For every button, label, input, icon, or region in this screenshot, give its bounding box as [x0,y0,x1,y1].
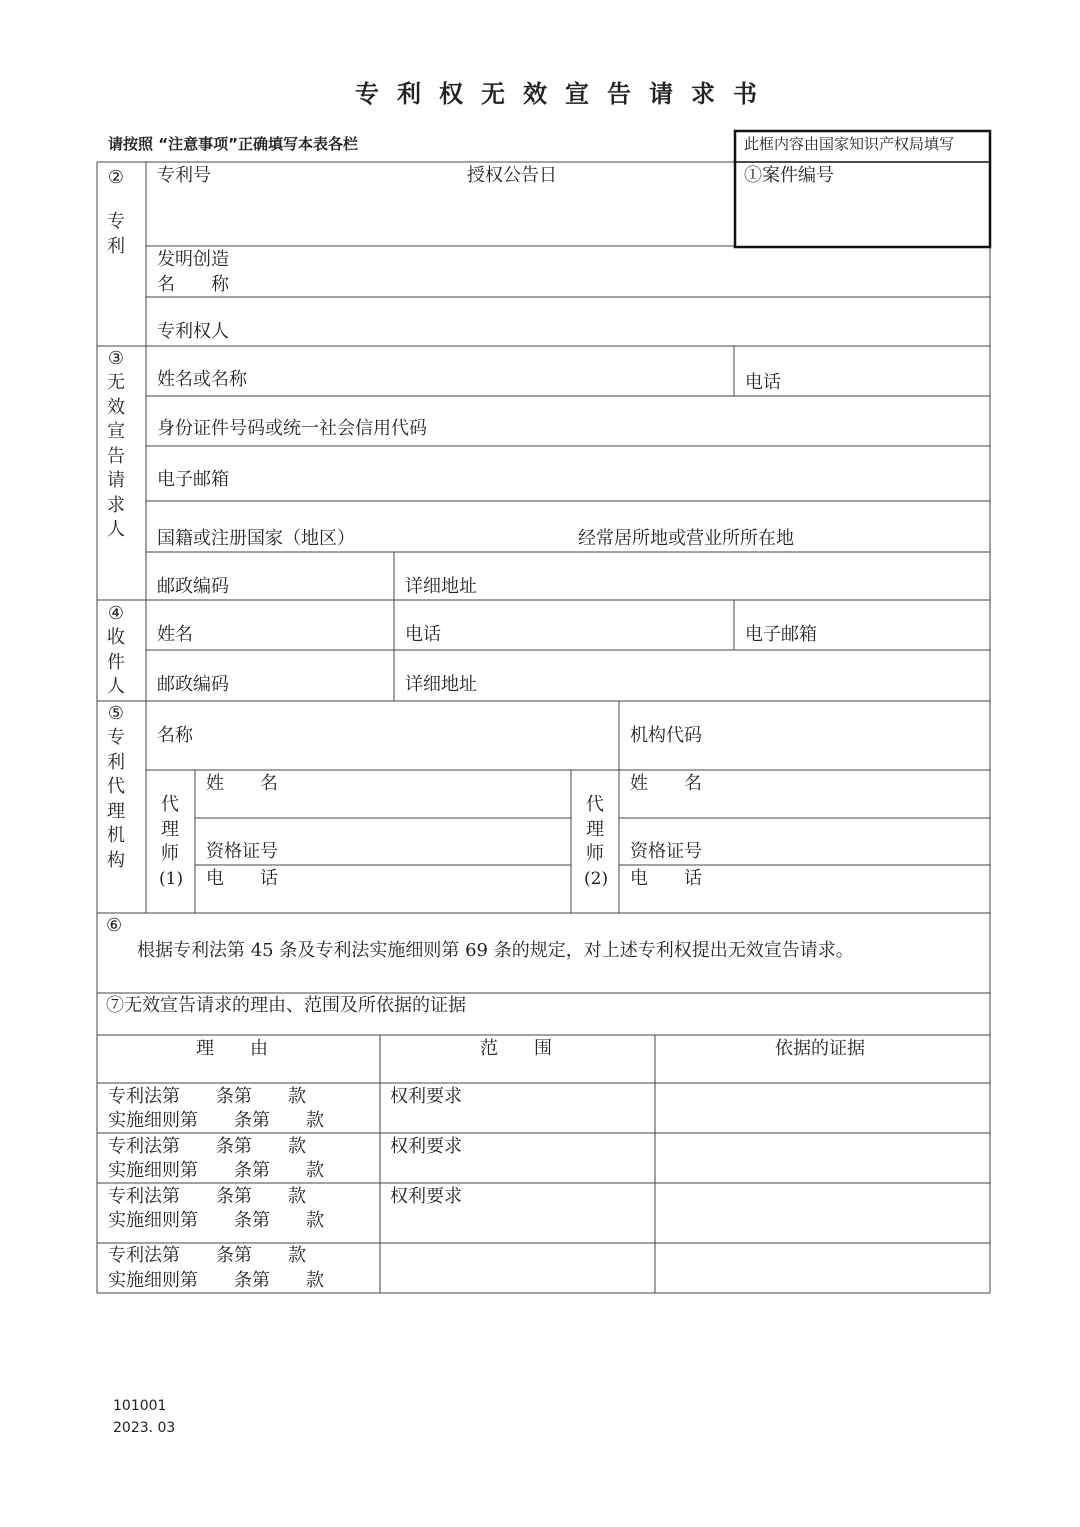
reason-row-3-line1: 专利法第 条第 款 [108,1186,306,1207]
reason-row-1-line2: 实施细则第 条第 款 [108,1110,324,1131]
agency-code-label: 机构代码 [630,725,702,746]
agent-2-name-label: 姓 名 [630,773,702,794]
office-box-note: 此框内容由国家知识产权局填写 [744,135,955,153]
requester-phone-label: 电话 [745,372,781,393]
invention-name-label-line1: 发明创造 [157,249,229,270]
section-2-side-label: 专利 [107,211,125,257]
reason-row-4-line2: 实施细则第 条第 款 [108,1270,324,1291]
form-code: 101001 [113,1398,167,1414]
section-6-number: ⑥ [106,915,123,936]
column-scope-header: 范 围 [480,1038,552,1059]
agent-1-phone-label: 电 话 [206,868,278,889]
column-evidence-header: 依据的证据 [775,1038,865,1059]
form-title: 专利权无效宣告请求书 [355,80,775,108]
section-3-number: ③ [107,348,125,369]
requester-email-label: 电子邮箱 [157,469,229,490]
recipient-email-label: 电子邮箱 [745,624,817,645]
reason-row-2-line2: 实施细则第 条第 款 [108,1160,324,1181]
form-instruction: 请按照 “注意事项”正确填写本表各栏 [108,135,358,153]
patentee-label: 专利权人 [157,321,229,342]
case-number-label: ①案件编号 [744,165,834,186]
form-version: 2023. 03 [113,1420,176,1436]
section-4-number: ④ [107,603,125,624]
requester-id-label: 身份证件号码或统一社会信用代码 [157,418,427,439]
agent-2-number: (2) [584,869,609,889]
section-5-number: ⑤ [107,703,125,724]
recipient-phone-label: 电话 [405,624,441,645]
request-statement: 根据专利法第 45 条及专利法实施细则第 69 条的规定，对上述专利权提出无效宣告请求。 [137,940,854,961]
agent-1-name-label: 姓 名 [206,773,278,794]
requester-postcode-label: 邮政编码 [157,576,229,597]
recipient-postcode-label: 邮政编码 [157,674,229,695]
agent-1-cert-label: 资格证号 [206,841,278,862]
reason-row-1-line1: 专利法第 条第 款 [108,1086,306,1107]
scope-row-3: 权利要求 [390,1186,462,1207]
agent-1-number: (1) [159,869,184,889]
scope-row-2: 权利要求 [390,1136,462,1157]
agency-name-label: 名称 [157,725,193,746]
scope-row-1: 权利要求 [390,1086,462,1107]
column-reason-header: 理 由 [196,1038,268,1059]
section-7-title: ⑦无效宣告请求的理由、范围及所依据的证据 [106,995,466,1016]
invention-name-label-line2: 名 称 [157,274,229,295]
requester-address-label: 详细地址 [405,576,477,597]
agent-2-side-label: 代理师 [586,794,604,864]
reason-row-3-line2: 实施细则第 条第 款 [108,1210,324,1231]
section-3-side-label: 无效宣告请求人 [107,372,125,540]
requester-nationality-label: 国籍或注册国家（地区） [157,528,355,549]
recipient-address-label: 详细地址 [405,674,477,695]
agent-2-phone-label: 电 话 [630,868,702,889]
requester-name-label: 姓名或名称 [157,369,247,390]
requester-residence-label: 经常居所地或营业所所在地 [578,528,794,549]
section-5-side-label: 专利代理机构 [107,727,125,871]
reason-row-4-line1: 专利法第 条第 款 [108,1245,306,1266]
grant-date-label: 授权公告日 [467,165,557,186]
section-4-side-label: 收件人 [107,627,125,697]
patent-number-label: 专利号 [157,165,211,186]
section-2-number: ② [107,167,125,188]
recipient-name-label: 姓名 [157,624,193,645]
agent-2-cert-label: 资格证号 [630,841,702,862]
reason-row-2-line1: 专利法第 条第 款 [108,1136,306,1157]
agent-1-side-label: 代理师 [161,794,179,864]
